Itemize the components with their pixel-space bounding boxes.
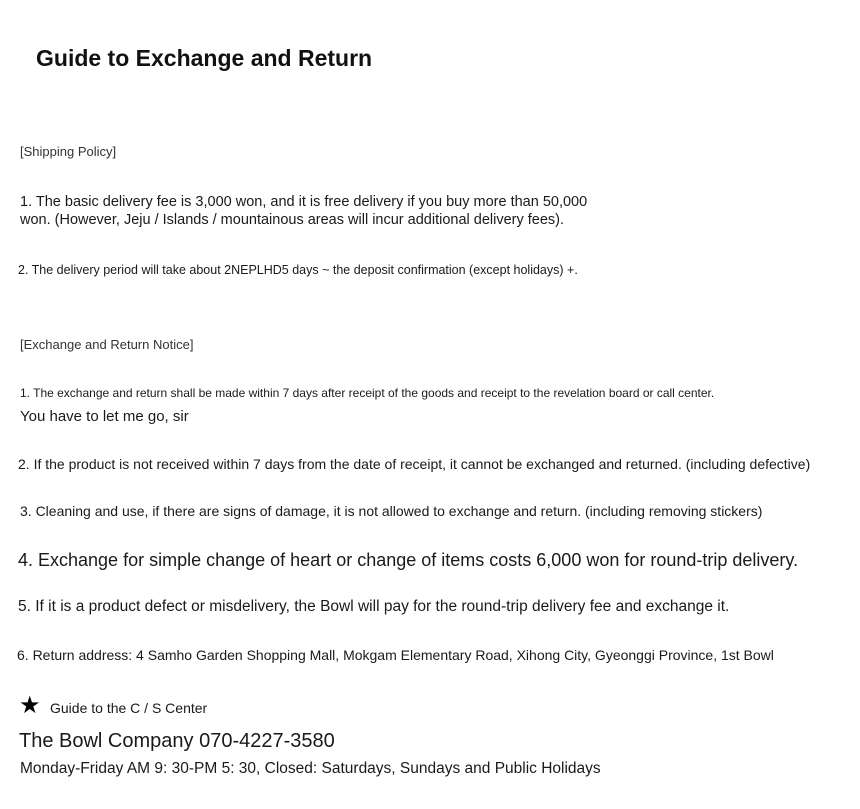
exchange-item-5: 5. If it is a product defect or misdelivery, the Bowl will pay for the round-trip delivery fee and exchange it. — [18, 598, 730, 615]
company-line — [19, 729, 335, 753]
shipping-policy-heading: [Shipping Policy] — [20, 144, 117, 159]
exchange-item-1-note: You have to let me go, sir — [20, 408, 189, 425]
company-name: The Bowl Company — [19, 730, 194, 752]
star-icon: ★ — [19, 692, 41, 719]
exchange-item-4: 4. Exchange for simple change of heart or change of items costs 6,000 won for round-trip delivery. — [18, 550, 799, 570]
exchange-item-2: 2. If the product is not received within 7 days from the date of receipt, it cannot be exchanged and returned. (including defective) — [18, 456, 811, 472]
exchange-item-3: 3. Cleaning and use, if there are signs of damage, it is not allowed to exchange and return. (including removing stickers) — [20, 503, 763, 519]
company-phone: 070-4227-3580 — [199, 730, 335, 752]
shipping-item-2: 2. The delivery period will take about 2NEPLHD5 days ~ the deposit confirmation (except holidays) +. — [18, 263, 578, 277]
cs-center-label: Guide to the C / S Center — [50, 700, 208, 716]
exchange-item-6: 6. Return address: 4 Samho Garden Shopping Mall, Mokgam Elementary Road, Xihong City, Gyeonggi Province, 1st Bowl — [17, 647, 774, 663]
cs-hours: Monday-Friday AM 9: 30-PM 5: 30, Closed: Saturdays, Sundays and Public Holidays — [20, 760, 601, 777]
page-title: Guide to Exchange and Return — [36, 45, 373, 71]
shipping-item-1: 1. The basic delivery fee is 3,000 won, and it is free delivery if you buy more than 50,000 won. (However, Jeju / Islands / mountainous areas will incur additional delivery fees). — [20, 194, 588, 228]
exchange-notice-heading: [Exchange and Return Notice] — [20, 337, 194, 352]
exchange-item-1: 1. The exchange and return shall be made within 7 days after receipt of the goods and receipt to the revelation board or call center. — [20, 386, 715, 400]
